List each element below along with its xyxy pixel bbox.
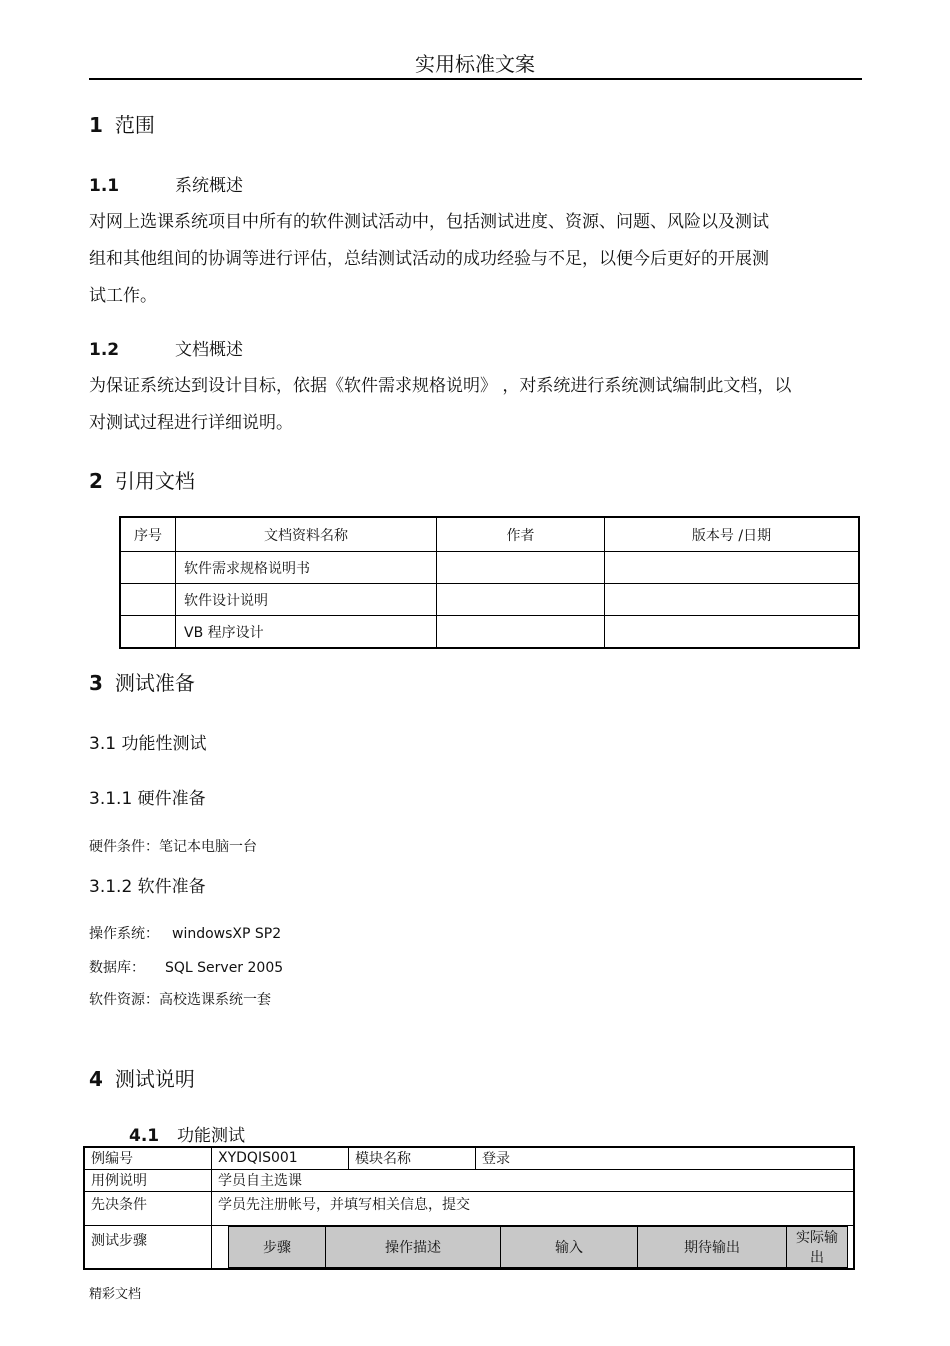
section-2-heading	[89, 465, 195, 494]
module-label: 模块名称	[349, 1147, 476, 1169]
table-cell	[437, 552, 605, 584]
paragraph-line: 组和其他组间的协调等进行评估，总结测试活动的成功经验与不足，以便今后更好的开展测	[89, 249, 769, 269]
column-header: 实际输出	[787, 1226, 848, 1267]
hardware-condition-text: 硬件条件：笔记本电脑一台	[89, 839, 257, 855]
table-cell	[437, 616, 605, 649]
column-header: 步骤	[229, 1226, 326, 1267]
section-1-1-heading	[89, 171, 243, 196]
page-footer: 精彩文档	[89, 1287, 142, 1302]
test-steps-label: 测试步骤	[84, 1225, 212, 1269]
table-row	[120, 552, 859, 584]
column-header: 序号	[120, 517, 176, 552]
column-header: 期待输出	[638, 1226, 787, 1267]
test-steps-cell	[212, 1225, 855, 1269]
test-case-table	[83, 1146, 855, 1270]
section-title: 引用文档	[114, 469, 195, 493]
module-value: 登录	[476, 1147, 855, 1169]
os-value: windowsXP SP2	[172, 926, 282, 942]
table-cell	[605, 584, 860, 616]
db-label: 数据库：	[89, 960, 145, 976]
case-desc-label: 用例说明	[84, 1169, 212, 1191]
table-cell	[120, 584, 176, 616]
section-4-1-heading	[129, 1121, 245, 1146]
db-row	[89, 957, 283, 977]
table-row	[84, 1191, 854, 1225]
table-header-row	[120, 517, 859, 552]
table-cell	[120, 552, 176, 584]
table-row	[84, 1147, 854, 1169]
column-header: 文档资料名称	[176, 517, 437, 552]
step-header-table	[228, 1226, 848, 1268]
section-number: 1.2	[89, 340, 120, 360]
page-header-title: 实用标准文案	[415, 52, 535, 76]
paragraph-line: 试工作。	[89, 286, 157, 306]
db-value: SQL Server 2005	[165, 960, 284, 976]
section-title: 功能测试	[177, 1126, 245, 1146]
column-header: 输入	[501, 1226, 638, 1267]
table-row	[84, 1225, 854, 1269]
column-header: 版本号 /日期	[605, 517, 860, 552]
case-id-value: XYDQIS001	[212, 1147, 349, 1169]
table-cell: 软件设计说明	[176, 584, 437, 616]
paragraph-line: 对测试过程进行详细说明。	[89, 413, 293, 433]
section-number: 1	[89, 113, 103, 137]
section-4-heading	[89, 1063, 195, 1092]
table-row	[84, 1169, 854, 1191]
case-desc-value: 学员自主选课	[212, 1169, 855, 1191]
section-title: 测试说明	[114, 1067, 195, 1091]
table-cell	[605, 552, 860, 584]
section-title: 系统概述	[175, 176, 243, 196]
case-id-label: 例编号	[84, 1147, 212, 1169]
precondition-value: 学员先注册帐号，并填写相关信息，提交	[212, 1191, 855, 1225]
section-3-1-2-heading: 3.1.2 软件准备	[89, 877, 206, 897]
column-header: 操作描述	[326, 1226, 501, 1267]
reference-documents-table	[119, 516, 860, 649]
section-3-heading	[89, 667, 195, 696]
section-title: 文档概述	[175, 340, 243, 360]
section-number: 4.1	[129, 1126, 160, 1146]
paragraph-line: 对网上选课系统项目中所有的软件测试活动中，包括测试进度、资源、问题、风险以及测试	[89, 212, 769, 232]
table-cell	[120, 616, 176, 649]
software-resource-text: 软件资源：高校选课系统一套	[89, 992, 271, 1008]
section-1-2-paragraph	[89, 368, 791, 442]
section-1-2-heading	[89, 335, 243, 360]
section-title: 范围	[114, 113, 155, 137]
section-title: 测试准备	[114, 671, 195, 695]
table-cell	[437, 584, 605, 616]
section-3-1-1-heading: 3.1.1 硬件准备	[89, 789, 206, 809]
os-label: 操作系统：	[89, 926, 159, 942]
precondition-label: 先决条件	[84, 1191, 212, 1225]
table-header-row	[229, 1226, 848, 1267]
section-1-heading	[89, 109, 155, 138]
table-cell: VB 程序设计	[176, 616, 437, 649]
table-cell: 软件需求规格说明书	[176, 552, 437, 584]
header-rule	[89, 78, 862, 80]
section-3-1-heading: 3.1 功能性测试	[89, 734, 207, 754]
paragraph-line: 为保证系统达到设计目标，依据《软件需求规格说明》 ，对系统进行系统测试编制此文档，以	[89, 376, 792, 396]
section-1-1-paragraph	[89, 204, 769, 315]
table-row	[120, 616, 859, 649]
table-cell	[605, 616, 860, 649]
section-number: 3	[89, 671, 103, 695]
section-number: 2	[89, 469, 103, 493]
table-row	[120, 584, 859, 616]
column-header: 作者	[437, 517, 605, 552]
section-number: 4	[89, 1067, 103, 1091]
section-number: 1.1	[89, 176, 120, 196]
os-row	[89, 923, 281, 943]
